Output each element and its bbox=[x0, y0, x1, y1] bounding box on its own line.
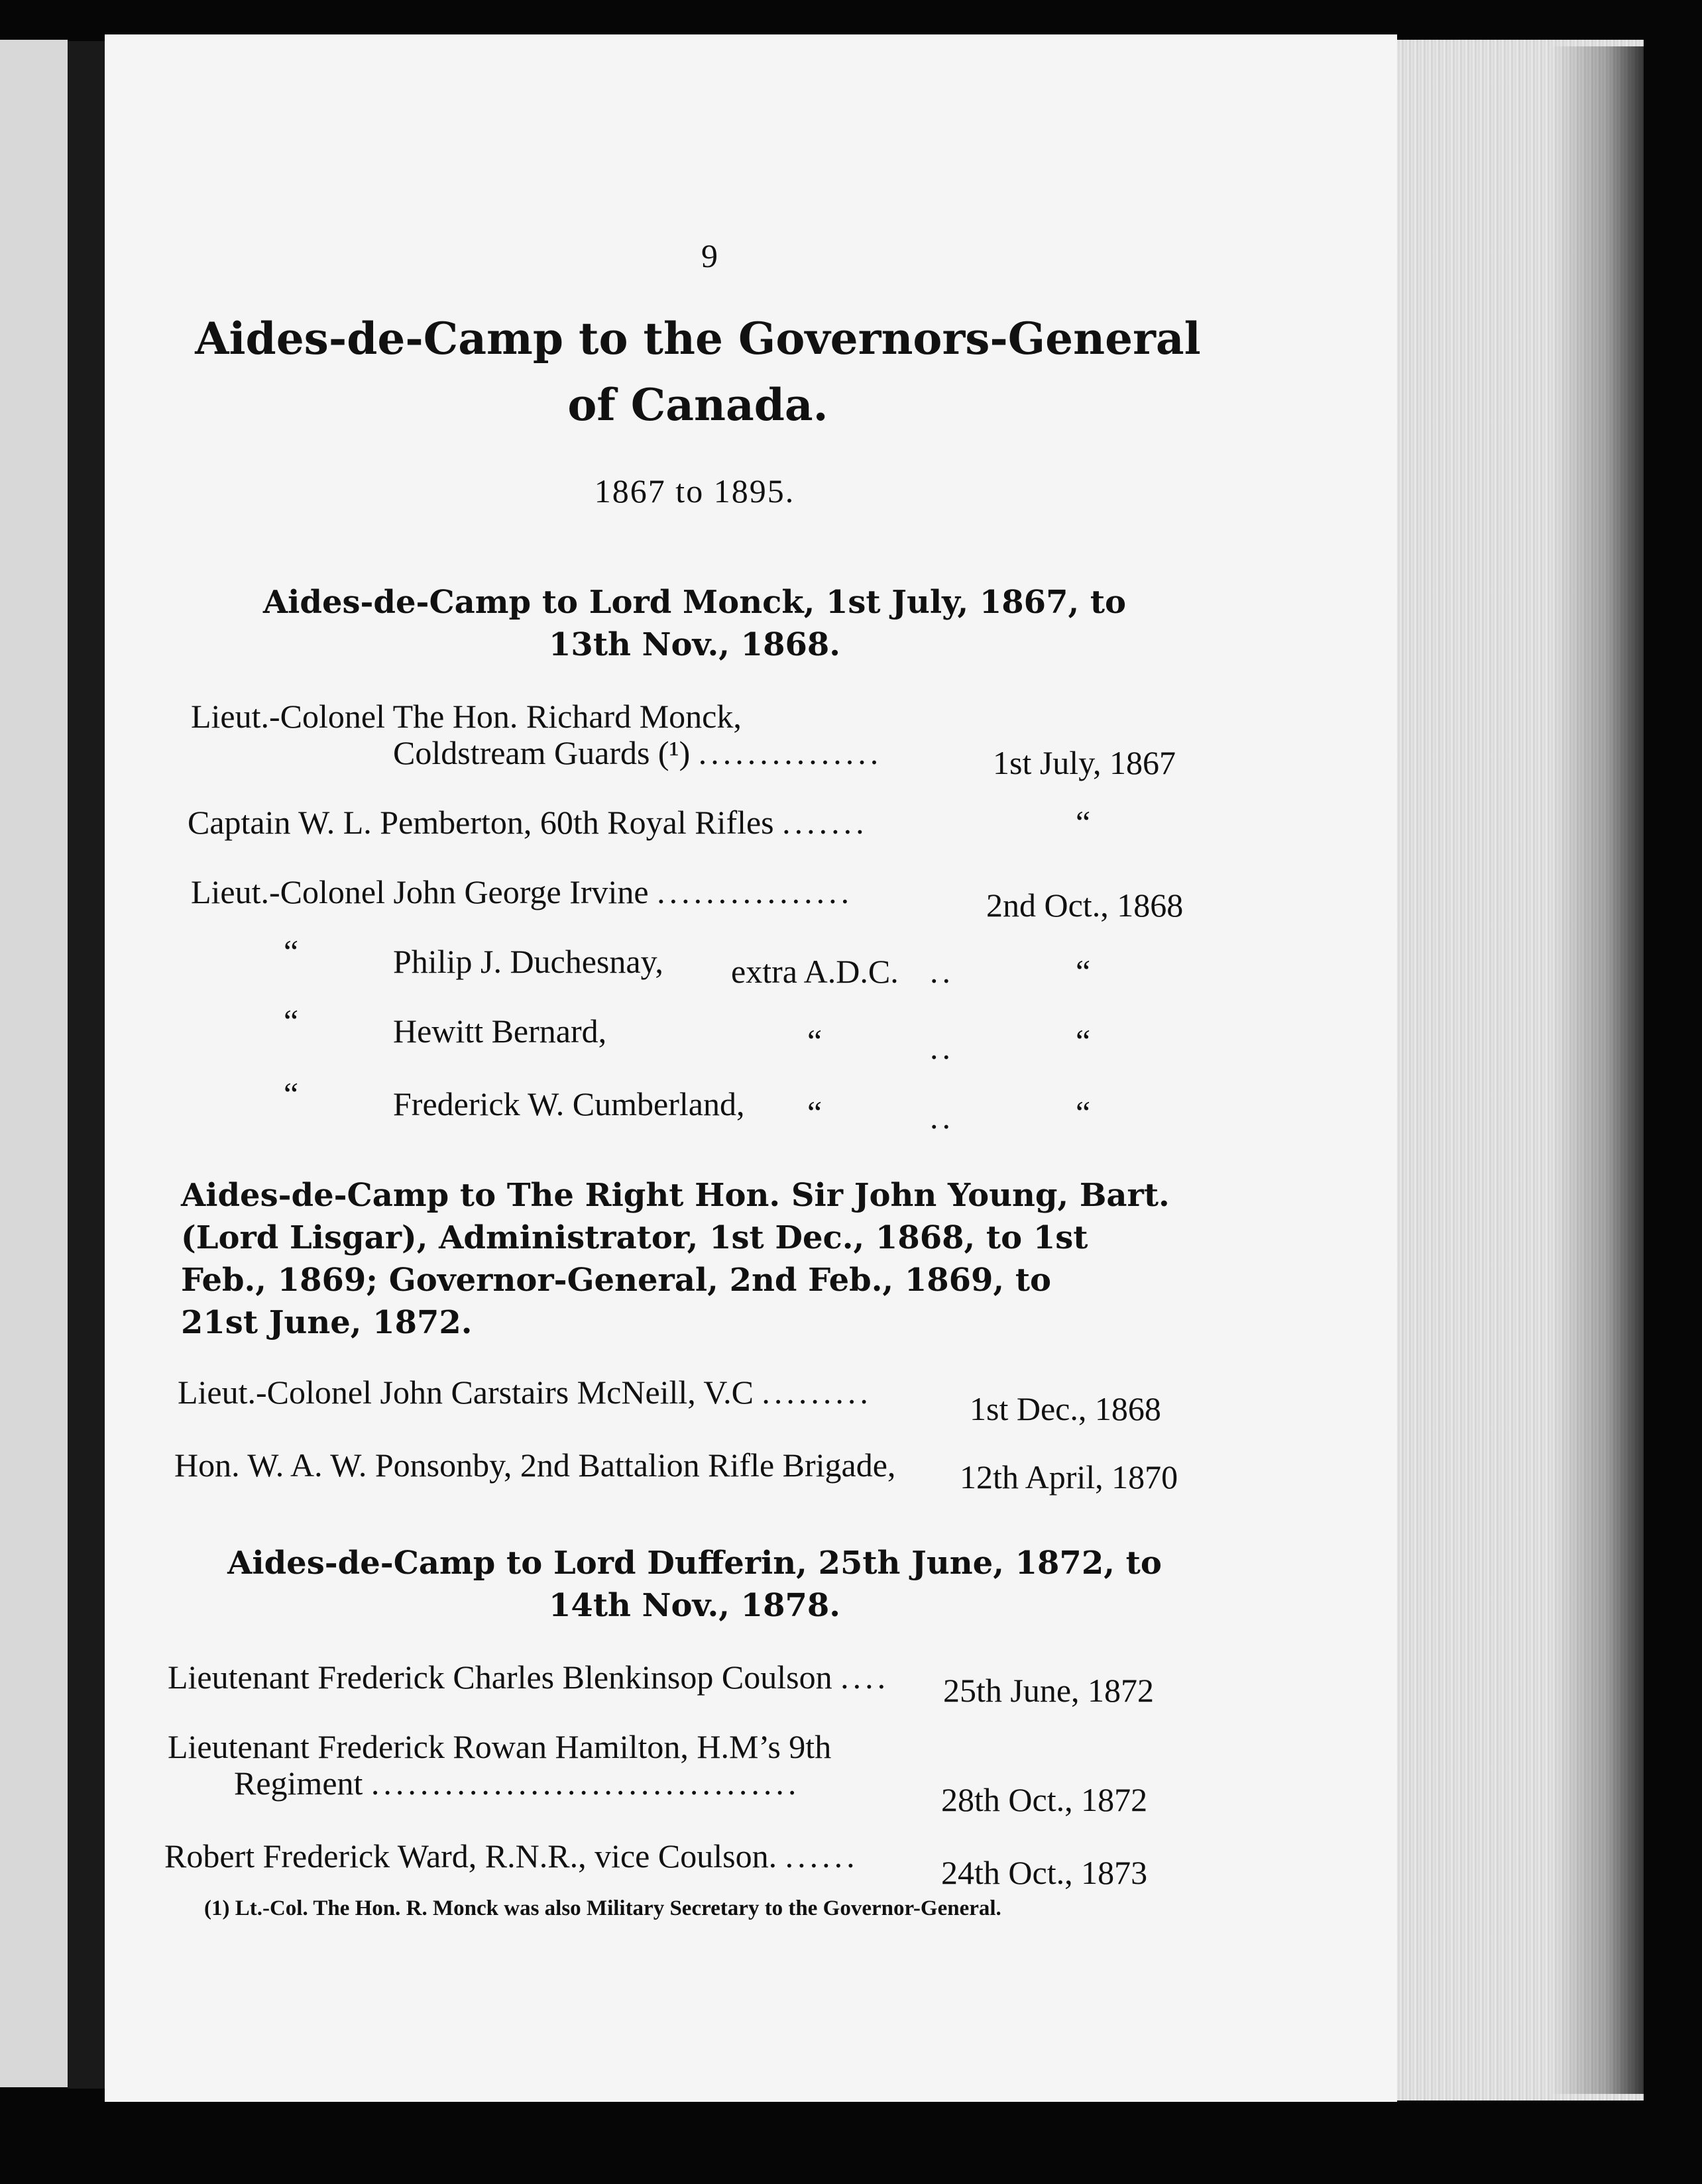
entry-line bbox=[393, 734, 882, 772]
book-page bbox=[105, 34, 1397, 2102]
leader-dots: ................................... bbox=[370, 1765, 801, 1802]
leader-dots: .. bbox=[930, 1099, 954, 1136]
heading-line: Aides-de-Camp to Lord Dufferin, 25th June, 1872, to bbox=[227, 1545, 1162, 1582]
leader-dots: ....... bbox=[782, 804, 868, 841]
entry-line bbox=[178, 1373, 872, 1411]
entry-text: Captain W. L. Pemberton, 60th Royal Rifles bbox=[188, 804, 774, 841]
entry-text: Hon. W. A. W. Ponsonby, 2nd Battalion Rifle Brigade, bbox=[174, 1447, 896, 1484]
leader-dots: .. bbox=[930, 953, 954, 990]
entry-text: Robert Frederick Ward, R.N.R., vice Coulson. bbox=[164, 1837, 777, 1875]
heading-line: Aides-de-Camp to The Right Hon. Sir John Young, Bart. bbox=[181, 1177, 1170, 1214]
left-page-margin bbox=[0, 40, 68, 2087]
page-edges-shadow bbox=[1551, 46, 1644, 2094]
page-title: Aides-de-Camp to the Governors-General bbox=[195, 313, 1201, 364]
entry-text: Regiment bbox=[234, 1765, 363, 1802]
entry-date: 24th Oct., 1873 bbox=[941, 1854, 1148, 1891]
binding-shadow bbox=[68, 41, 106, 2089]
ditto-mark: “ bbox=[807, 1094, 823, 1131]
entry-line: Lieutenant Frederick Rowan Hamilton, H.M’s 9th bbox=[168, 1728, 832, 1765]
entry-date: 1st July, 1867 bbox=[993, 744, 1176, 781]
section-heading-dufferin bbox=[105, 1542, 1284, 1627]
leader-dots: ......... bbox=[762, 1374, 872, 1411]
entry-text: Coldstream Guards (¹) bbox=[393, 734, 691, 771]
heading-line: 21st June, 1872. bbox=[181, 1304, 473, 1341]
entry-text: Frederick W. Cumberland, bbox=[393, 1085, 745, 1122]
entry-date: 25th June, 1872 bbox=[943, 1672, 1155, 1709]
ditto-mark: “ bbox=[1076, 1022, 1091, 1060]
leader-dots: ...... bbox=[785, 1837, 859, 1875]
ditto-mark: “ bbox=[284, 1075, 299, 1113]
heading-line: 13th Nov., 1868. bbox=[549, 626, 840, 663]
ditto-mark: “ bbox=[1076, 953, 1091, 990]
section-heading-young bbox=[181, 1174, 1170, 1344]
leader-dots: ............... bbox=[698, 734, 883, 771]
entry-text: Lieut.-Colonel John Carstairs McNeill, V.C bbox=[178, 1374, 754, 1411]
ditto-mark: “ bbox=[284, 933, 299, 970]
entry-date: 12th April, 1870 bbox=[960, 1458, 1178, 1496]
leader-dots: ................ bbox=[657, 873, 854, 910]
ditto-mark: “ bbox=[1076, 1094, 1091, 1131]
entry-text: Philip J. Duchesnay, bbox=[393, 943, 663, 980]
entry-line bbox=[188, 803, 868, 842]
year-range: 1867 to 1895. bbox=[594, 472, 795, 510]
heading-line: Aides-de-Camp to Lord Monck, 1st July, 1867, to bbox=[262, 584, 1127, 621]
entry-line bbox=[234, 1764, 800, 1802]
entry-text: Lieut.-Colonel John George Irvine bbox=[191, 873, 649, 910]
leader-dots: .. bbox=[930, 1029, 954, 1066]
entry-line: Lieut.-Colonel The Hon. Richard Monck, bbox=[191, 698, 742, 735]
ditto-mark: “ bbox=[284, 1003, 299, 1040]
entry-date: 28th Oct., 1872 bbox=[941, 1781, 1148, 1818]
entry-text: Lieutenant Frederick Charles Blenkinsop Coulson bbox=[168, 1659, 832, 1696]
footnote: (1) Lt.-Col. The Hon. R. Monck was also Military Secretary to the Governor-General. bbox=[204, 1896, 1001, 1920]
entry-date: 2nd Oct., 1868 bbox=[986, 887, 1184, 924]
page-title-line2: of Canada. bbox=[567, 379, 828, 431]
ditto-mark: “ bbox=[807, 1022, 823, 1060]
entry-line bbox=[191, 873, 853, 911]
heading-line: 14th Nov., 1878. bbox=[549, 1587, 840, 1624]
entry-line bbox=[168, 1658, 889, 1696]
entry-date: 1st Dec., 1868 bbox=[970, 1390, 1161, 1427]
entry-text: Hewitt Bernard, bbox=[393, 1012, 607, 1050]
page-number: 9 bbox=[701, 237, 718, 274]
ditto-mark: “ bbox=[1076, 804, 1091, 841]
section-heading-monck bbox=[105, 581, 1284, 666]
leader-dots: .... bbox=[840, 1659, 890, 1696]
entry-note: extra A.D.C. bbox=[731, 953, 899, 990]
heading-line: Feb., 1869; Governor-General, 2nd Feb., 1869, to bbox=[181, 1262, 1052, 1299]
entry-line bbox=[164, 1837, 859, 1875]
entry-line bbox=[174, 1446, 895, 1484]
heading-line: (Lord Lisgar), Administrator, 1st Dec., 1868, to 1st bbox=[181, 1219, 1088, 1256]
